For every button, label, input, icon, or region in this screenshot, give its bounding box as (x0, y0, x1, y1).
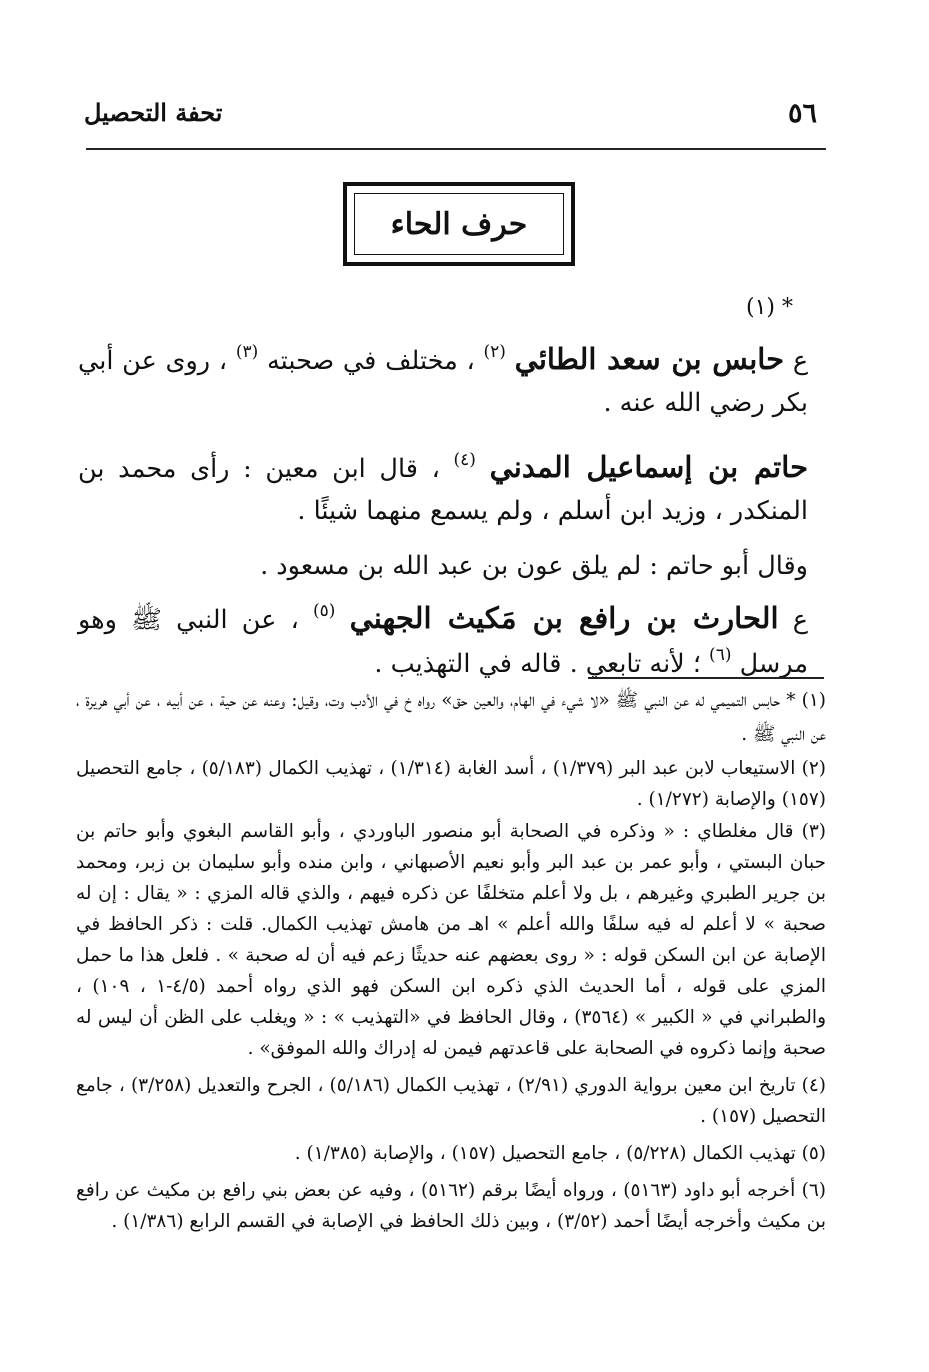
footnote-3: (٣) قال مغلطاي : « وذكره في الصحابة أبو منصور الباوردي ، وأبو القاسم البغوي وأبو حاتم بن حبان البستي ، وأبو عمر بن عبد البر وأبو نعيم الأصبهاني ، وابن منده وأبو سليمان بن زبر، ومحمد بن جرير الطبري وغيرهم ، بل ولا أعلم متخلفًا عن ذكره فيهم ، والذي قاله المزي : « يقال : إن له صحبة » لا أعلم له فيه سلفًا والله أعلم » اهـ من هامش تهذيب الكمال. قلت : ذكر الحافظ في الإصابة عن ابن السكن قوله : « روى بعضهم عنه حديثًا زعم فيه أن له صحبة » . فلعل هذا ما حمل المزي على قوله ، أما الحديث الذي ذكره ابن السكن فهو الذي رواه أحمد (٤/٥-١ ، ١٠٩) ، والطبراني في « الكبير » (٣٥٦٤) ، وقال الحافظ في «التهذيب » : « ويغلب على الظن أن ليس له صحبة وإنما ذكروه في الصحابة على قاعدتهم فيمن له إدراك والله الموفق» . (76, 821, 827, 1059)
entry-text: ، روى عن أبي بكر رضي الله عنه . (78, 346, 808, 418)
entry-name: حاتم بن إسماعيل المدني (489, 450, 809, 484)
footnote-ref: (٤) (453, 450, 476, 470)
footnote-ref: (٣) (235, 342, 259, 362)
footnotes (76, 684, 826, 1237)
header-divider (86, 148, 826, 150)
entry-habis (78, 338, 808, 424)
entry-harith (78, 596, 808, 686)
footnote-4: (٤) تاريخ ابن معين برواية الدوري (٢/٩١) ، تهذيب الكمال (٥/١٨٦) ، الجرح والتعديل (٣/٢٥٨) ، جامع التحصيل (١٥٧) . (76, 1075, 826, 1127)
entry-text: وقال أبو حاتم : لم يلق عون بن عبد الله بن مسعود . (260, 551, 808, 581)
entry-text: ، قال ابن معين : رأى محمد بن المنكدر ، وزيد ابن أسلم ، ولم يسمع منهما شيئًا . (78, 454, 808, 526)
entry-text: ؛ لأنه تابعي . قاله في التهذيب . (374, 649, 701, 679)
footnote-1: (١) * حابس التميمي له عن النبي ﷺ «لا شيء في الهام، والعين حق» رواه خ في الأدب وت، وقيل: وعنه عن حية ، عن أبيه ، عن أبي هريرة ، عن النبي ﷺ . (76, 690, 826, 745)
page-number: ٥٦ (788, 98, 818, 129)
running-title: تحفة التحصيل (84, 98, 223, 127)
footnote-5: (٥) تهذيب الكمال (٥/٢٢٨) ، جامع التحصيل (١٥٧) ، والإصابة (١/٣٨٥) . (294, 1143, 826, 1164)
footnote-6: (٦) أخرجه أبو داود (٥١٦٣) ، ورواه أيضًا برقم (٥١٦٢) ، وفيه عن بعض بني رافع بن مكيث عن رافع بن مكيث وأخرجه أيضًا أحمد (٣/٥٢) ، وبين ذلك الحافظ في الإصابة في القسم الرابع (١/٣٨٦) . (76, 1180, 826, 1232)
footnote-ref: (٥) (313, 601, 336, 621)
entry-name: حابس بن سعد الطائي (514, 342, 785, 376)
footnote-ref: (٦) (709, 645, 732, 665)
entry-prefix: ع (792, 346, 809, 376)
entry-hatim (78, 446, 808, 532)
main-text (78, 338, 808, 686)
footnote-divider (588, 677, 824, 679)
entry-text: ، مختلف في صحبته (267, 346, 475, 376)
entry-abu-hatim-note (78, 546, 808, 586)
entry-text: ، عن النبي ﷺ وهو مرسل (78, 605, 808, 679)
footnote-ref: (٢) (483, 342, 506, 362)
section-title: حرف الحاء (354, 193, 564, 255)
entry-name: الحارث بن رافع بن مَكيث الجهني (349, 601, 779, 635)
section-title-box (343, 182, 575, 266)
footnote-2: (٢) الاستيعاب لابن عبد البر (١/٣٧٩) ، أسد الغابة (١/٣١٤) ، تهذيب الكمال (٥/١٨٣) ، جامع التحصيل (١٥٧) والإصابة (١/٢٧٢) . (76, 758, 827, 810)
star-footnote-marker: * (١) (746, 295, 793, 320)
entry-prefix: ع (792, 605, 808, 635)
